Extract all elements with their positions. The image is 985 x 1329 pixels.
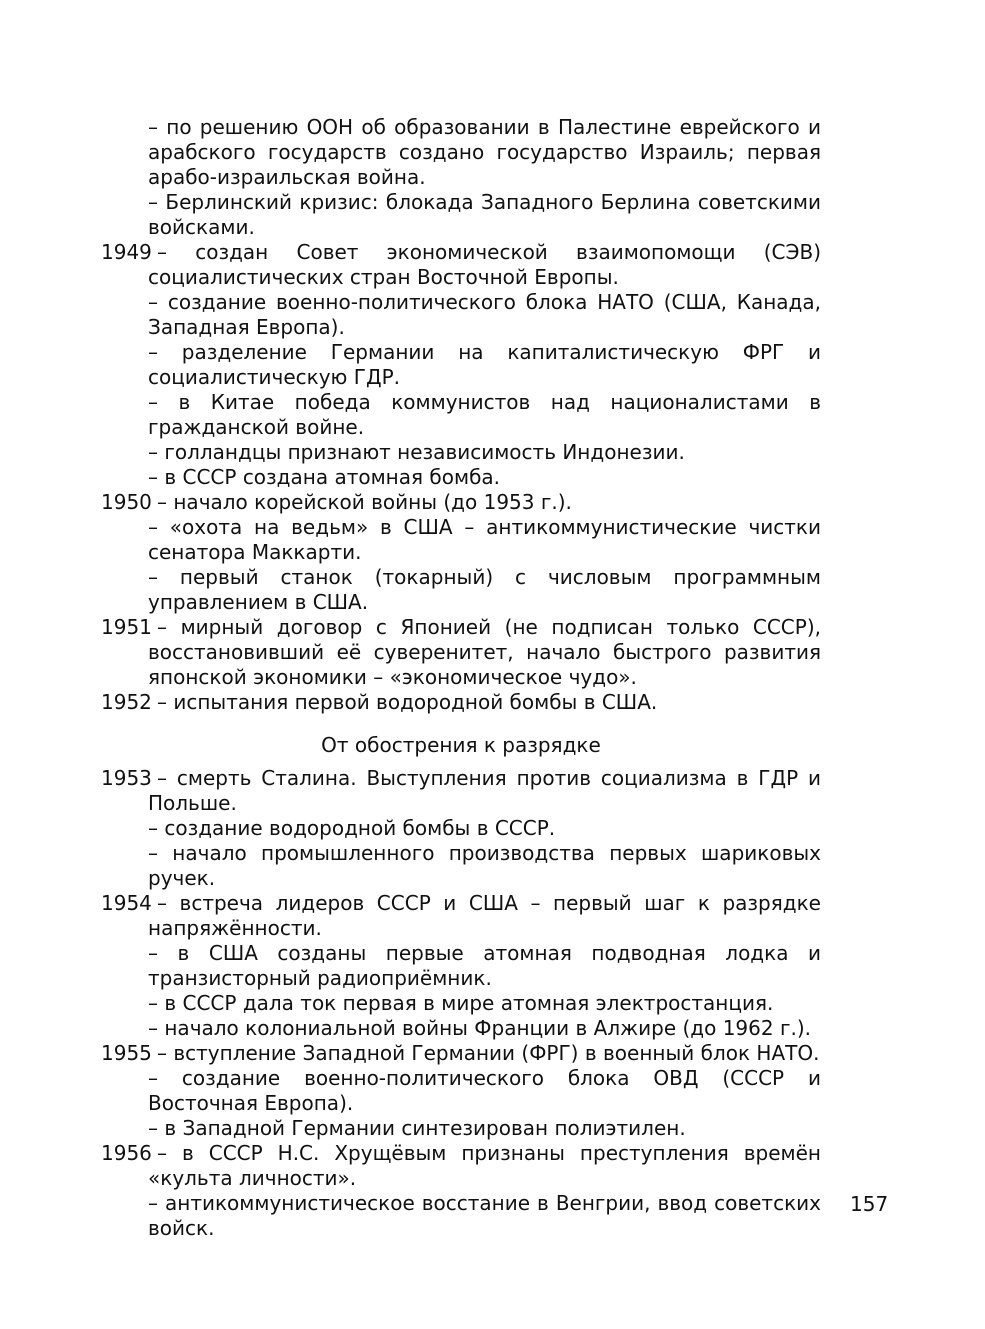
entry-text: – Берлинский кризис: блокада Западного Берлина советскими войсками.	[148, 190, 821, 239]
entry-text: – создание военно-политического блока ОВД (СССР и Восточная Европа).	[148, 1066, 821, 1115]
sub-entry	[101, 190, 821, 240]
entry-year: 1952	[101, 690, 152, 714]
entry-year: 1954	[101, 891, 152, 915]
entry-year: 1949	[101, 240, 152, 264]
sub-entry	[101, 941, 821, 991]
sub-entry	[101, 816, 821, 841]
sub-entry	[101, 1116, 821, 1141]
chronology-text	[101, 115, 821, 1241]
sub-entry	[101, 1016, 821, 1041]
sub-entry	[101, 390, 821, 440]
entry-text: – создан Совет экономической взаимопомощи (СЭВ) социалистических стран Восточной Европы.	[148, 240, 821, 289]
entry-text: – создание водородной бомбы в СССР.	[148, 816, 556, 840]
entry-text: – в Западной Германии синтезирован полиэтилен.	[148, 1116, 686, 1140]
sub-entry	[101, 1191, 821, 1241]
year-entry	[101, 615, 821, 690]
entry-text: – мирный договор с Японией (не подписан только СССР), восстановивший её суверенитет, начало быстрого развития японской экономики – «экономическое чудо».	[148, 615, 821, 689]
entry-text: – в СССР дала ток первая в мире атомная электростанция.	[148, 991, 774, 1015]
entry-text: – разделение Германии на капиталистическую ФРГ и социалистическую ГДР.	[148, 340, 821, 389]
year-entry	[101, 1141, 821, 1191]
entry-text: – «охота на ведьм» в США – антикоммунистические чистки сенатора Маккарти.	[148, 515, 821, 564]
sub-entry	[101, 841, 821, 891]
entry-text: – испытания первой водородной бомбы в США.	[157, 690, 658, 714]
sub-entry	[101, 565, 821, 615]
year-entry	[101, 1041, 821, 1066]
entry-text: – в СССР Н.С. Хрущёвым признаны преступления времён «культа личности».	[148, 1141, 821, 1190]
sub-entry	[101, 115, 821, 190]
entry-year: 1953	[101, 766, 152, 790]
page-number: 157	[850, 1192, 889, 1216]
entry-text: – в США созданы первые атомная подводная лодка и транзисторный радиоприёмник.	[148, 941, 821, 990]
year-entry	[101, 766, 821, 816]
sub-entry	[101, 515, 821, 565]
entry-text: – начало колониальной войны Франции в Алжире (до 1962 г.).	[148, 1016, 811, 1040]
entry-year: 1955	[101, 1041, 152, 1065]
entry-text: – в СССР создана атомная бомба.	[148, 465, 501, 489]
sub-entry	[101, 1066, 821, 1116]
year-entry	[101, 240, 821, 290]
section-heading: От обострения к разрядке	[321, 733, 601, 757]
entry-text: – в Китае победа коммунистов над националистами в гражданской войне.	[148, 390, 821, 439]
entry-text: – создание военно-политического блока НАТО (США, Канада, Западная Европа).	[148, 290, 821, 339]
sub-entry	[101, 440, 821, 465]
entry-text: – голландцы признают независимость Индонезии.	[148, 440, 685, 464]
entry-text: – встреча лидеров СССР и США – первый шаг к разрядке напряжённости.	[148, 891, 821, 940]
entry-text: – смерть Сталина. Выступления против социализма в ГДР и Польше.	[148, 766, 821, 815]
entry-year: 1950	[101, 490, 152, 514]
entry-text: – начало промышленного производства первых шариковых ручек.	[148, 841, 821, 890]
entry-text: – по решению ООН об образовании в Палестине еврейского и арабского государств создано государство Израиль; первая арабо-израильская война.	[148, 115, 821, 189]
entry-text: – антикоммунистическое восстание в Венгрии, ввод советских войск.	[148, 1191, 821, 1240]
sub-entry	[101, 290, 821, 340]
entry-text: – начало корейской войны (до 1953 г.).	[157, 490, 572, 514]
sub-entry	[101, 465, 821, 490]
year-entry	[101, 490, 821, 515]
entry-year: 1951	[101, 615, 152, 639]
year-entry	[101, 891, 821, 941]
entry-text: – вступление Западной Германии (ФРГ) в военный блок НАТО.	[157, 1041, 820, 1065]
entry-text: – первый станок (токарный) с числовым программным управлением в США.	[148, 565, 821, 614]
sub-entry	[101, 991, 821, 1016]
entry-year: 1956	[101, 1141, 152, 1165]
sub-entry	[101, 340, 821, 390]
year-entry	[101, 690, 821, 715]
